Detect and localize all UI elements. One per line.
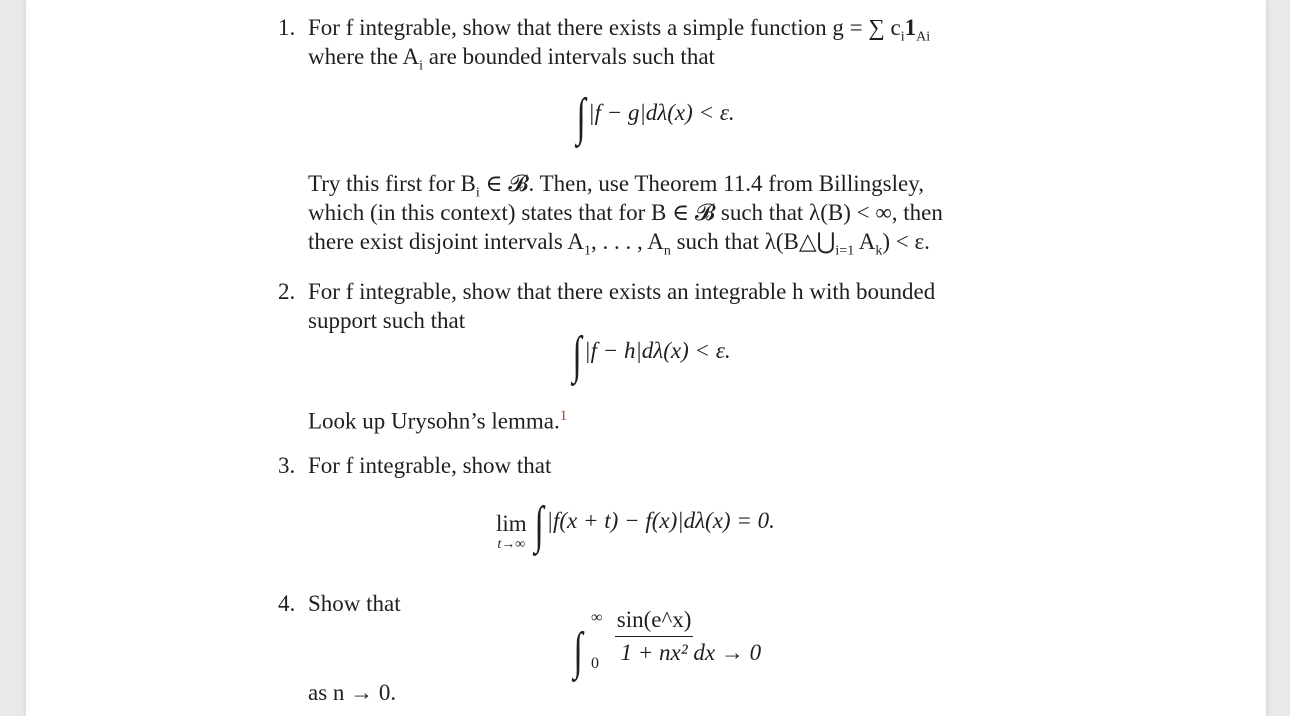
item-text: support such that	[308, 308, 466, 333]
hint-part: Try this first for B	[308, 171, 476, 196]
equation-body: |f − h|dλ(x) < ε.	[584, 338, 731, 363]
equation	[496, 497, 775, 554]
item-text: as n → 0.	[308, 680, 397, 705]
integral-bounds	[591, 606, 609, 672]
hint-part: such that λ(B△⋃	[670, 229, 836, 254]
denominator: 1 + nx²	[620, 640, 688, 665]
item-text: For f integrable, show that there exists an integrable h with bounded	[308, 279, 936, 304]
subscript: k	[875, 243, 883, 259]
hint-part: Look up Urysohn’s lemma.	[308, 408, 560, 434]
subscript	[916, 30, 930, 45]
hint-part: ∈ 𝓑. Then, use Theorem 11.4 from Billingsley,	[479, 171, 924, 196]
item-number: 1.	[278, 15, 296, 40]
item-text: Show that	[308, 591, 401, 616]
item-text-part: are bounded intervals such that	[423, 44, 715, 69]
hint-part: ) < ε.	[882, 229, 930, 254]
subscript-part: i	[926, 29, 931, 45]
equation	[574, 89, 735, 146]
subscript: i	[900, 29, 905, 45]
item-text: For f integrable, show that	[308, 453, 552, 478]
integral-sign: ∫	[573, 623, 583, 680]
subscript: i	[475, 185, 480, 201]
hint-text	[308, 402, 567, 436]
lower-bound: 0	[591, 655, 599, 672]
item-text	[308, 43, 715, 81]
hint-text	[308, 228, 930, 266]
item-text-part: where the A	[308, 44, 420, 69]
equation	[571, 606, 761, 678]
integral-sign: ∫	[534, 497, 545, 554]
limit	[496, 510, 527, 552]
item-text-part: For f integrable, show that there exists a simple function g = ∑ c	[308, 15, 901, 40]
document-page	[26, 0, 1266, 716]
item-number: 4.	[278, 591, 296, 616]
hint-part: A	[854, 229, 876, 254]
upper-bound: ∞	[591, 609, 603, 626]
equation-body: |f − g|dλ(x) < ε.	[588, 100, 735, 125]
hint-text: which (in this context) states that for B ∈ 𝓑 such that λ(B) < ∞, then	[308, 200, 943, 225]
subscript-part: A	[916, 29, 927, 45]
equation	[570, 327, 731, 384]
equation-body: |f(x + t) − f(x)|dλ(x) = 0.	[546, 508, 775, 533]
hint-part: there exist disjoint intervals A	[308, 229, 584, 254]
subscript: n	[663, 243, 671, 259]
hint-part: , . . . , A	[590, 229, 664, 254]
numerator: sin(e^x)	[615, 606, 694, 637]
subscript: i	[419, 58, 424, 74]
limit-word: lim	[496, 511, 527, 536]
subscript: 1	[583, 243, 591, 259]
equation-body: dx → 0	[693, 640, 762, 665]
fraction	[615, 606, 694, 667]
indicator-one: 1	[904, 15, 917, 40]
item-number: 2.	[278, 279, 296, 304]
footnote-ref[interactable]: 1	[559, 408, 568, 424]
integral-sign: ∫	[576, 89, 586, 146]
item-number: 3.	[278, 453, 296, 478]
subscript: i=1	[835, 243, 855, 259]
limit-subscript: t→∞	[497, 537, 526, 552]
integral-sign: ∫	[572, 327, 582, 384]
